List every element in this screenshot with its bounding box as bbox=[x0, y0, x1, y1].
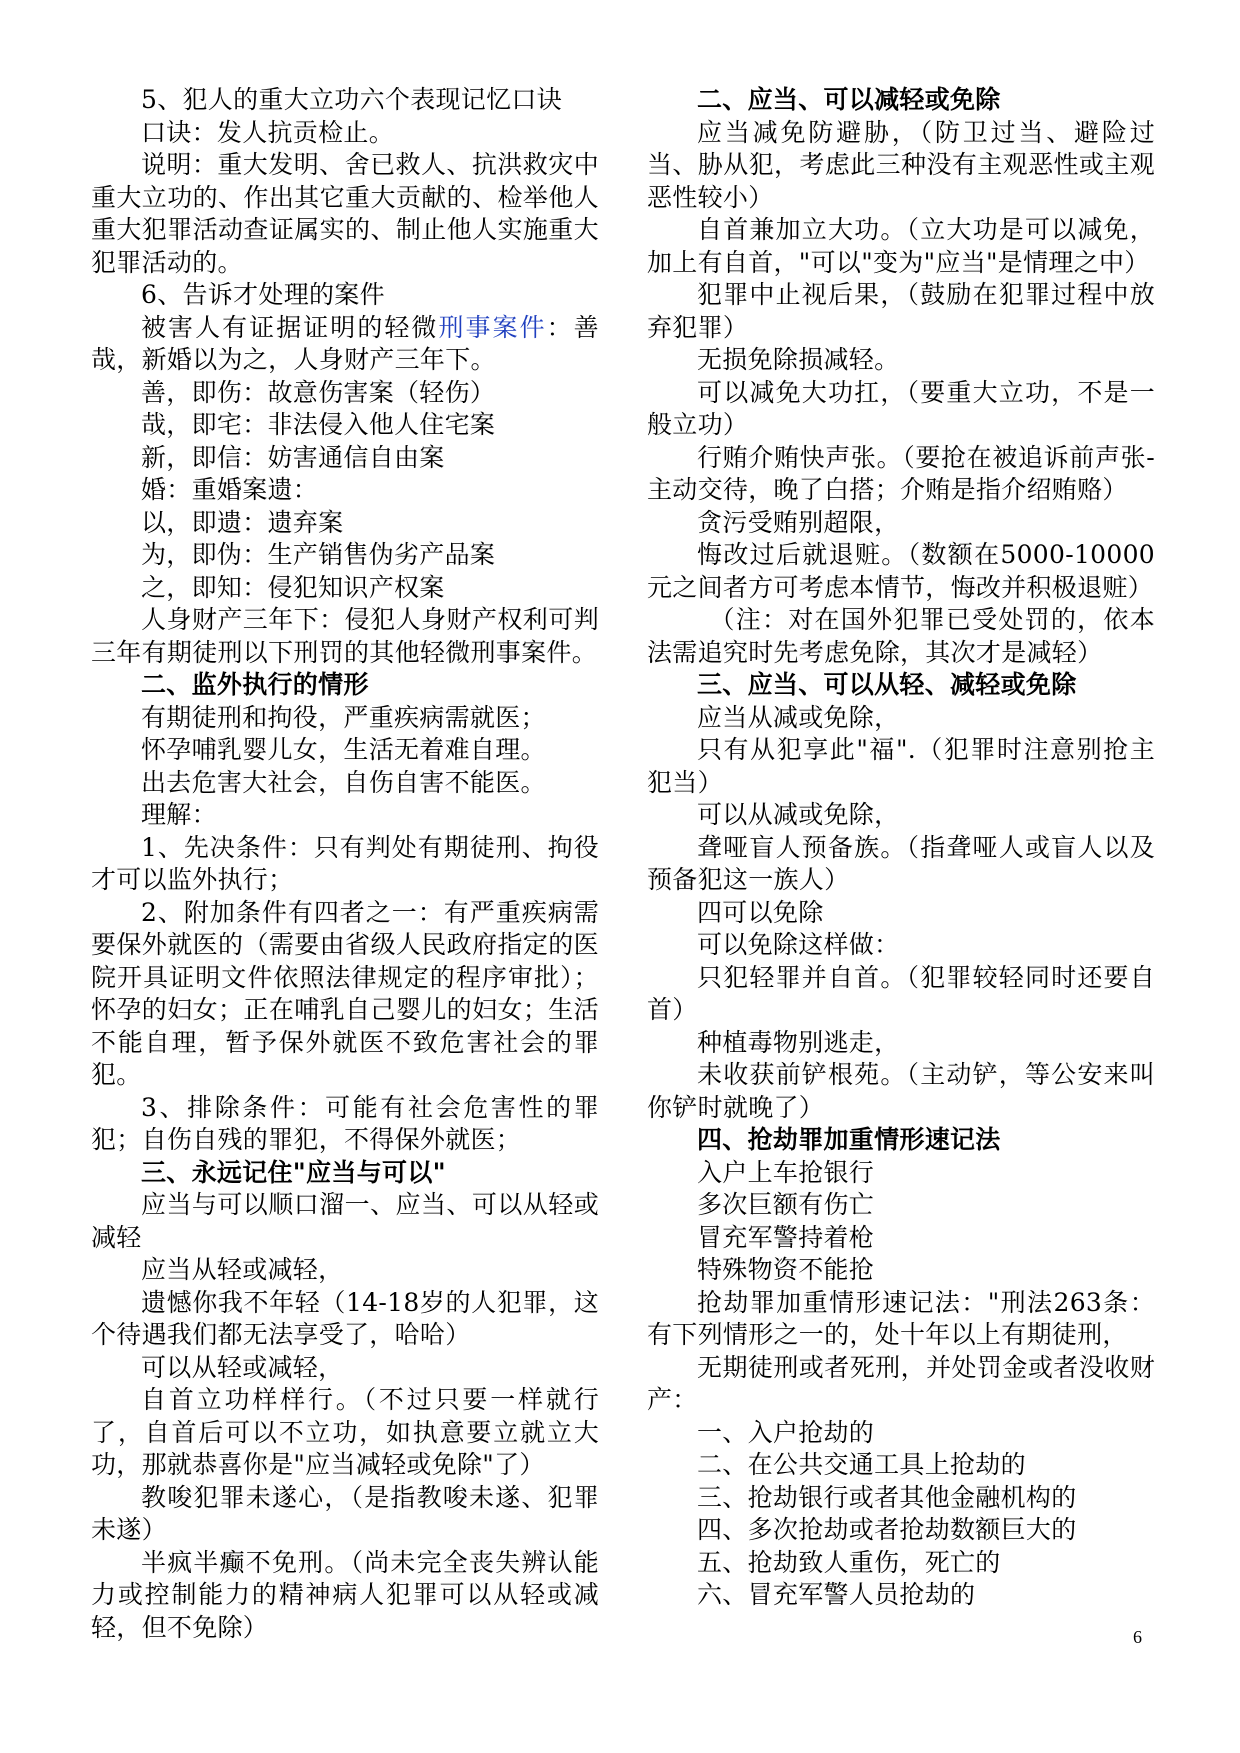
paragraph: 为，即伪：生产销售伪劣产品案 bbox=[141, 540, 496, 569]
paragraph: 遗憾你我不年轻（14-18岁的人犯罪，这个待遇我们都无法享受了，哈哈） bbox=[91, 1287, 599, 1349]
paragraph: 可以从减或免除， bbox=[697, 800, 900, 829]
paragraph: 1、先决条件：只有判处有期徒刑、拘役才可以监外执行； bbox=[91, 832, 599, 894]
paragraph: 自首兼加立大功。（立大功是可以减免，加上有自首，"可以"变为"应当"是情理之中） bbox=[647, 215, 1155, 277]
section-heading: 二、应当、可以减轻或免除 bbox=[697, 85, 1001, 114]
paragraph: 应当与可以顺口溜一、应当、可以从轻或减轻 bbox=[91, 1190, 599, 1252]
paragraph: 只犯轻罪并自首。（犯罪较轻同时还要自首） bbox=[647, 962, 1155, 1024]
section-heading: 四、抢劫罪加重情形速记法 bbox=[697, 1125, 1001, 1154]
paragraph: 哉，即宅：非法侵入他人住宅案 bbox=[141, 410, 496, 439]
paragraph: 应当减免防避胁，（防卫过当、避险过当、胁从犯，考虑此三种没有主观恶性或主观恶性较小） bbox=[647, 117, 1155, 212]
paragraph: 悔改过后就退赃。（数额在5000-10000元之间者方可考虑本情节，悔改并积极退赃） bbox=[647, 540, 1155, 602]
paragraph: 一、入户抢劫的 bbox=[697, 1417, 875, 1447]
section-heading: 三、永远记住"应当与可以" bbox=[141, 1157, 446, 1187]
paragraph: 2、附加条件有四者之一：有严重疾病需要保外就医的（需要由省级人民政府指定的医院开具证明文件依照法律规定的程序审批）；怀孕的妇女；正在哺乳自己婴儿的妇女；生活不能自理，暂予保外就医不致危害社会的罪犯。 bbox=[91, 897, 599, 1089]
left-column bbox=[91, 84, 599, 1644]
paragraph: 入户上车抢银行 bbox=[697, 1157, 875, 1187]
paragraph: 冒充军警持着枪 bbox=[697, 1222, 875, 1252]
paragraph: 人身财产三年下：侵犯人身财产权利可判三年有期徒刑以下刑罚的其他轻微刑事案件。 bbox=[91, 605, 599, 667]
paragraph: 贪污受贿别超限， bbox=[697, 507, 900, 537]
paragraph: 口诀：发人抗贡检止。 bbox=[141, 117, 395, 147]
paragraph: 二、在公共交通工具上抢劫的 bbox=[697, 1450, 1026, 1479]
page-number: 6 bbox=[1133, 1627, 1142, 1647]
paragraph: 怀孕哺乳婴儿女，生活无着难自理。 bbox=[141, 735, 546, 764]
paragraph: 6、告诉才处理的案件 bbox=[141, 280, 385, 309]
paragraph: 半疯半癫不免刑。（尚未完全丧失辨认能力或控制能力的精神病人犯罪可以从轻或减轻，但不免除） bbox=[91, 1547, 599, 1642]
paragraph: 3、排除条件：可能有社会危害性的罪犯；自伤自残的罪犯，不得保外就医； bbox=[91, 1092, 599, 1154]
paragraph: 说明：重大发明、舍已救人、抗洪救灾中重大立功的、作出其它重大贡献的、检举他人重大犯罪活动查证属实的、制止他人实施重大犯罪活动的。 bbox=[91, 150, 599, 277]
paragraph: 行贿介贿快声张。（要抢在被追诉前声张-主动交待，晚了白搭；介贿是指介绍贿赂） bbox=[647, 442, 1155, 504]
paragraph: 犯罪中止视后果，（鼓励在犯罪过程中放弃犯罪） bbox=[647, 280, 1155, 342]
paragraph: 可以从轻或减轻， bbox=[141, 1352, 344, 1382]
paragraph: 六、冒充军警人员抢劫的 bbox=[697, 1580, 976, 1609]
right-column bbox=[647, 84, 1155, 1612]
paragraph: 5、犯人的重大立功六个表现记忆口诀 bbox=[141, 85, 563, 114]
paragraph: 四可以免除 bbox=[697, 897, 824, 927]
paragraph: 善，即伤：故意伤害案（轻伤） bbox=[141, 377, 496, 407]
paragraph: 未收获前铲根苑。（主动铲，等公安来叫你铲时就晚了） bbox=[647, 1060, 1155, 1122]
paragraph: 抢劫罪加重情形速记法："刑法263条：有下列情形之一的，处十年以上有期徒刑， bbox=[647, 1287, 1155, 1349]
paragraph: 自首立功样样行。（不过只要一样就行了，自首后可以不立功，如执意要立就立大功，那就恭喜你是"应当减轻或免除"了） bbox=[91, 1385, 599, 1479]
paragraph: 应当从减或免除， bbox=[697, 702, 900, 732]
paragraph: 新，即信：妨害通信自由案 bbox=[141, 442, 445, 472]
paragraph: 四、多次抢劫或者抢劫数额巨大的 bbox=[697, 1515, 1077, 1544]
paragraph: 聋哑盲人预备族。（指聋哑人或盲人以及预备犯这一族人） bbox=[647, 832, 1155, 894]
criminal-case-link[interactable]: 刑事案件 bbox=[438, 312, 547, 342]
paragraph: 无损免除损减轻。 bbox=[697, 345, 900, 374]
paragraph: 可以免除这样做： bbox=[697, 930, 900, 959]
paragraph: 教唆犯罪未遂心，（是指教唆未遂、犯罪未遂） bbox=[91, 1482, 599, 1544]
paragraph: 婚：重婚案遗： bbox=[141, 475, 319, 504]
paragraph: 特殊物资不能抢 bbox=[697, 1255, 875, 1284]
paragraph-text: 被害人有证据证明的轻微 bbox=[141, 312, 439, 342]
paragraph: 理解： bbox=[141, 800, 217, 829]
paragraph: 有期徒刑和拘役，严重疾病需就医； bbox=[141, 702, 546, 732]
section-heading: 二、监外执行的情形 bbox=[141, 670, 369, 699]
paragraph-text: ：善哉，新婚以为之，人身财产三年下。 bbox=[91, 312, 599, 374]
paragraph: 之，即知：侵犯知识产权案 bbox=[141, 572, 445, 602]
paragraph: 五、抢劫致人重伤，死亡的 bbox=[697, 1547, 1001, 1577]
paragraph bbox=[91, 312, 599, 377]
note-paragraph: （注：对在国外犯罪已受处罚的，依本法需追究时先考虑免除，其次才是减轻） bbox=[647, 605, 1155, 667]
paragraph: 出去危害大社会，自伤自害不能医。 bbox=[141, 767, 546, 797]
paragraph: 种植毒物别逃走， bbox=[697, 1027, 900, 1057]
paragraph: 无期徒刑或者死刑，并处罚金或者没收财产： bbox=[647, 1352, 1155, 1414]
paragraph: 多次巨额有伤亡 bbox=[697, 1190, 875, 1219]
section-heading: 三、应当、可以从轻、减轻或免除 bbox=[697, 670, 1077, 699]
paragraph: 以，即遗：遗弃案 bbox=[141, 507, 344, 537]
paragraph: 应当从轻或减轻， bbox=[141, 1255, 344, 1284]
paragraph: 可以减免大功扛，（要重大立功，不是一般立功） bbox=[647, 377, 1155, 439]
paragraph: 只有从犯享此"福".（犯罪时注意别抢主犯当） bbox=[647, 735, 1155, 797]
paragraph: 三、抢劫银行或者其他金融机构的 bbox=[697, 1482, 1077, 1512]
